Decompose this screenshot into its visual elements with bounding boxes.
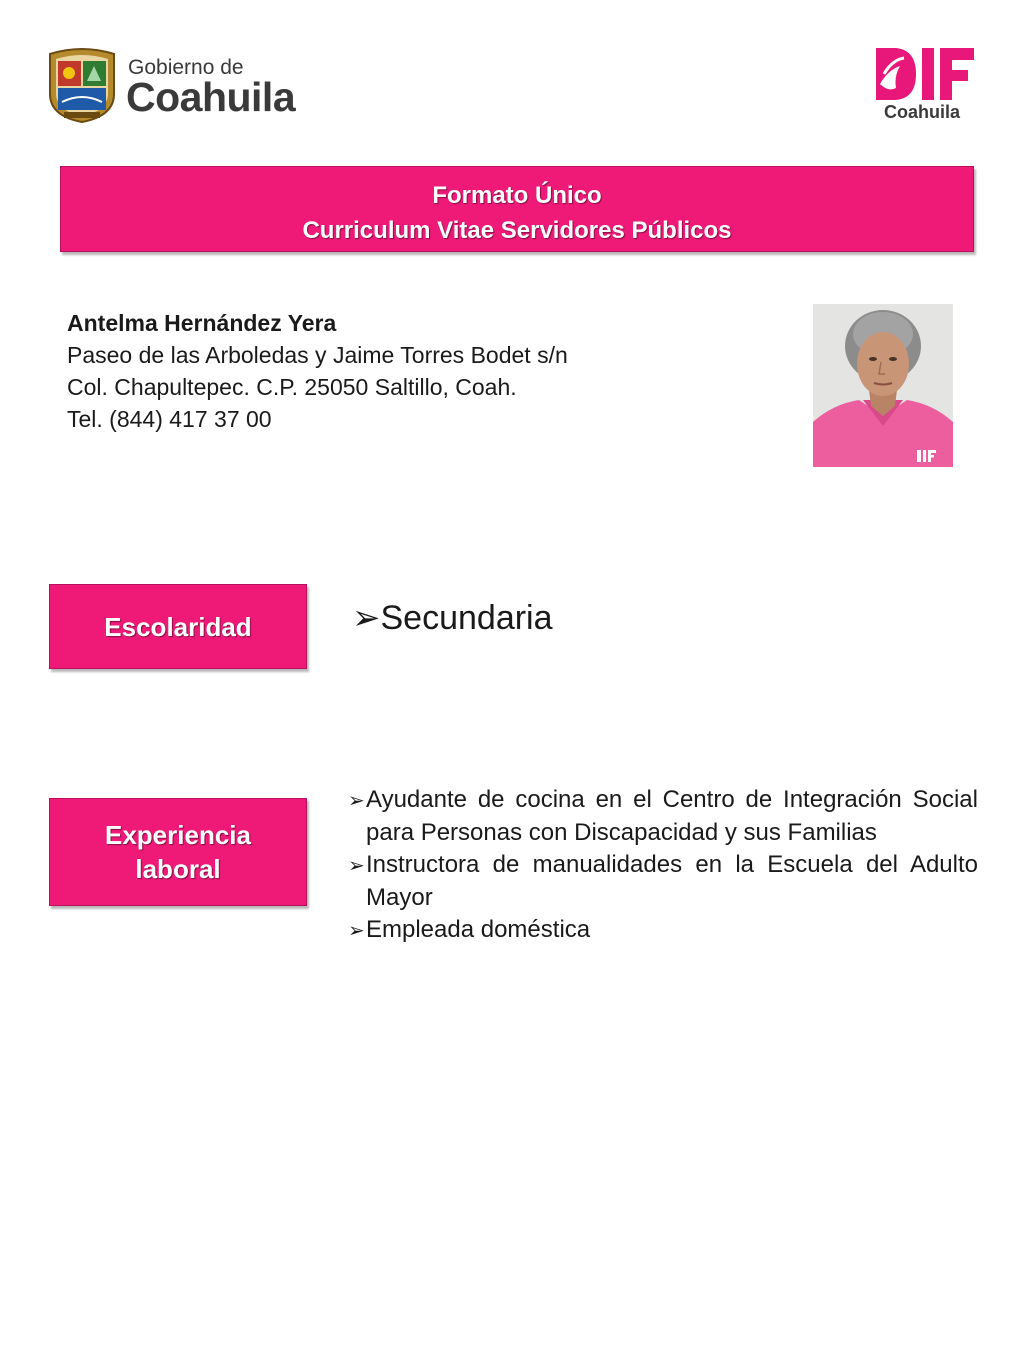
gov-logo-line2: Coahuila	[126, 74, 296, 120]
dif-coahuila-logo	[874, 44, 978, 128]
person-name: Antelma Hernández Yera	[67, 310, 337, 336]
experiencia-label-line2: laboral	[135, 854, 221, 884]
arrow-bullet-icon: ➢	[348, 790, 365, 812]
address-line2: Col. Chapultepec. C.P. 25050 Saltillo, Coah.	[67, 374, 517, 400]
experience-item-text: Instructora de manualidades en la Escuela del Adulto Mayor	[366, 851, 978, 911]
list-item	[348, 849, 978, 914]
title-line1: Formato Único	[432, 182, 602, 209]
arrow-bullet-icon: ➢	[352, 599, 381, 637]
title-banner	[60, 166, 974, 252]
escolaridad-item-text: Secundaria	[380, 599, 553, 637]
escolaridad-label	[49, 584, 307, 669]
arrow-bullet-icon: ➢	[348, 855, 365, 877]
experiencia-label	[49, 798, 307, 906]
experience-item-text: Empleada doméstica	[366, 916, 591, 943]
list-item	[348, 784, 978, 849]
profile-photo	[813, 304, 953, 467]
coat-of-arms-icon	[44, 46, 120, 124]
experiencia-label-line1: Experiencia	[105, 820, 251, 850]
dif-logo-sub: Coahuila	[884, 102, 961, 122]
experience-item-text: Ayudante de cocina en el Centro de Integración Social para Personas con Discapacidad y sus Familias	[366, 786, 978, 846]
arrow-bullet-icon: ➢	[348, 920, 365, 942]
contact-block	[67, 307, 568, 435]
dif-logo-mark	[874, 44, 978, 102]
address-line1: Paseo de las Arboledas y Jaime Torres Bodet s/n	[67, 342, 568, 368]
list-item	[348, 914, 978, 947]
escolaridad-item	[352, 598, 553, 638]
experience-list	[348, 784, 978, 947]
escolaridad-label-text: Escolaridad	[104, 611, 252, 642]
phone: Tel. (844) 417 37 00	[67, 406, 272, 432]
gobierno-coahuila-logo	[44, 46, 314, 126]
title-line2: Curriculum Vitae Servidores Públicos	[302, 217, 732, 244]
gov-logo-line1: Gobierno de	[128, 56, 244, 79]
dif-logo-text: DIF	[874, 44, 876, 45]
